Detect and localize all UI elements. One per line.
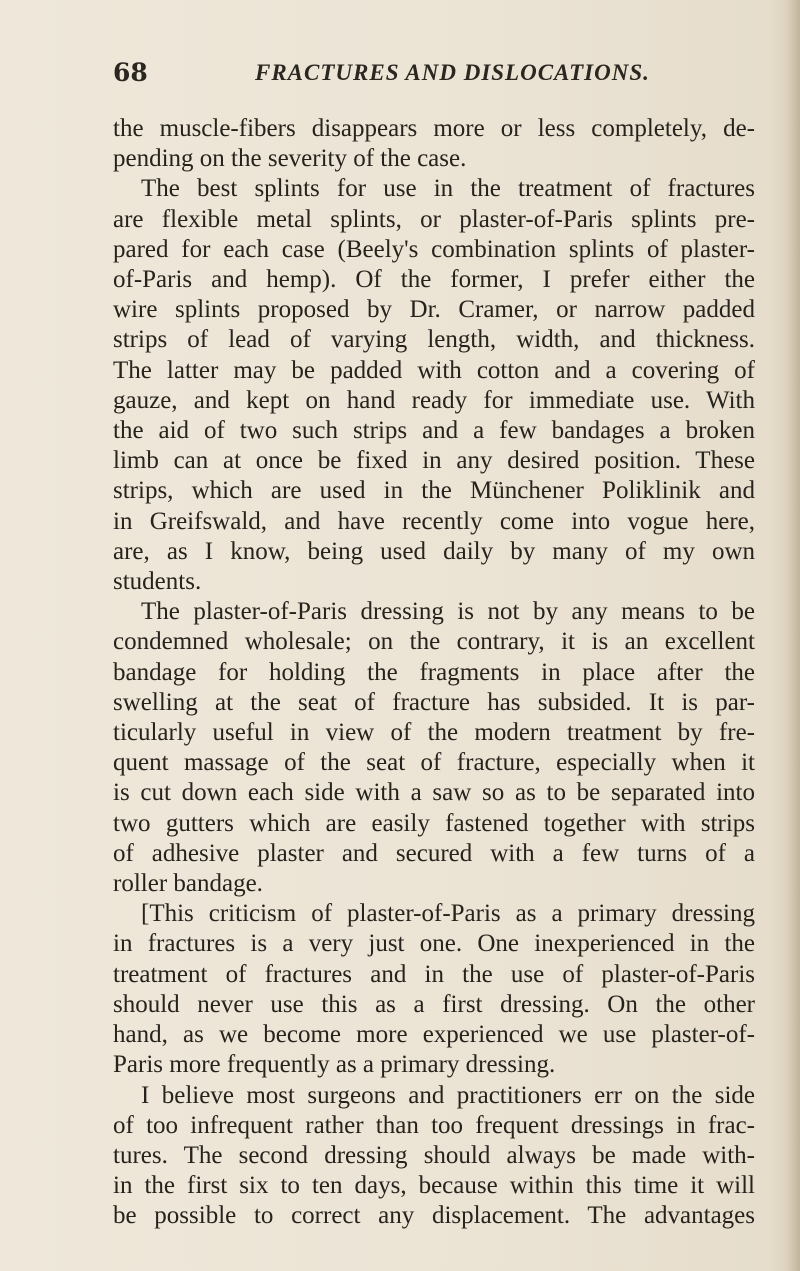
text-line: limb can at once be fixed in any desired position. These <box>113 447 755 475</box>
text-line: The latter may be padded with cotton and a covering of <box>113 356 755 384</box>
text-line: pared for each case (Beely's combination splints of plaster- <box>113 235 755 263</box>
text-line: of-Paris and hemp). Of the former, I prefer either the <box>113 266 755 294</box>
text-line: quent massage of the seat of fracture, especially when it <box>113 749 755 777</box>
text-line: condemned wholesale; on the contrary, it is an excellent <box>113 628 755 656</box>
page-edge-shadow <box>786 0 800 1271</box>
text-line: in Greifswald, and have recently come into vogue here, <box>113 507 755 535</box>
text-line: ticularly useful in view of the modern treatment by fre- <box>113 719 755 747</box>
text-line: strips of lead of varying length, width, and thickness. <box>113 326 755 354</box>
text-line: The best splints for use in the treatment of fractures <box>141 175 755 203</box>
text-line: bandage for holding the fragments in place after the <box>113 658 755 686</box>
page-number: 68 <box>113 58 148 87</box>
text-line: two gutters which are easily fastened together with strips <box>113 809 755 837</box>
text-line: swelling at the seat of fracture has subsided. It is par- <box>113 688 755 716</box>
text-line: are, as I know, being used daily by many of my own <box>113 537 755 565</box>
body-text <box>113 114 755 1232</box>
running-head <box>113 58 753 98</box>
text-line: I believe most surgeons and practitioners err on the side <box>141 1081 755 1109</box>
text-line: the muscle-fibers disappears more or less completely, de- <box>113 115 755 142</box>
text-line: the aid of two such strips and a few bandages a broken <box>113 417 755 445</box>
text-line: of too infrequent rather than too frequent dressings in frac- <box>113 1111 755 1139</box>
text-line: gauze, and kept on hand ready for immediate use. With <box>113 386 755 414</box>
text-line: The plaster-of-Paris dressing is not by any means to be <box>141 598 755 626</box>
text-line: are flexible metal splints, or plaster-of-Paris splints pre- <box>113 205 755 233</box>
text-line: hand, as we become more experienced we use plaster-of- <box>113 1021 755 1049</box>
text-line: of adhesive plaster and secured with a few turns of a <box>113 839 755 867</box>
text-line: treatment of fractures and in the use of plaster-of-Paris <box>113 960 755 988</box>
text-line: be possible to correct any displacement. The advantages <box>113 1202 755 1230</box>
text-line: Paris more frequently as a primary dressing. <box>113 1051 556 1079</box>
text-line: wire splints proposed by Dr. Cramer, or narrow padded <box>113 296 755 324</box>
running-title: FRACTURES AND DISLOCATIONS. <box>255 60 650 85</box>
text-line: should never use this as a first dressing. On the other <box>113 990 755 1018</box>
text-line: in the first six to ten days, because within this time it will <box>113 1172 755 1200</box>
text-line: in fractures is a very just one. One inexperienced in the <box>113 930 755 958</box>
text-line: students. <box>113 568 202 596</box>
text-line: is cut down each side with a saw so as to be separated into <box>113 779 755 807</box>
text-line: pending on the severity of the case. <box>113 145 467 173</box>
text-line: tures. The second dressing should always be made with- <box>113 1141 755 1169</box>
text-line: roller bandage. <box>113 870 263 898</box>
text-line: strips, which are used in the Münchener Poliklinik and <box>113 477 755 505</box>
text-line: [This criticism of plaster-of-Paris as a primary dressing <box>141 900 755 928</box>
